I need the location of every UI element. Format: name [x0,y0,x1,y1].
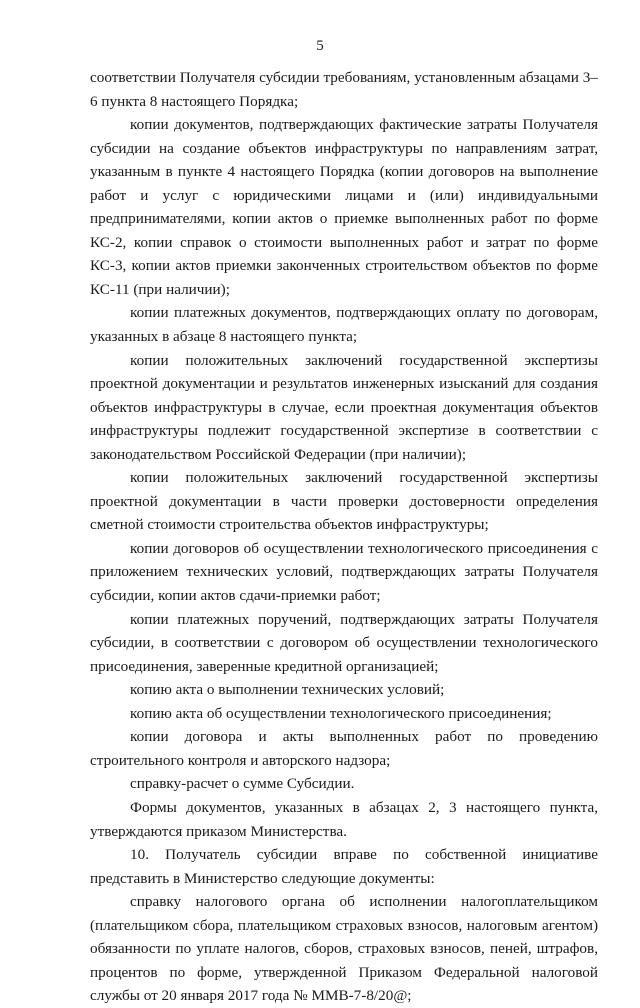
paragraph: 10. Получатель субсидии вправе по собственной инициативе представить в Министерство следующие документы: [90,846,598,887]
page-number: 5 [316,38,324,54]
paragraph: копию акта об осуществлении технологического присоединения; [130,704,552,722]
paragraph: копии договора и акты выполненных работ по проведению строительного контроля и авторского надзора; [90,728,598,769]
paragraph: соответствии Получателя субсидии требованиям, установленным абзацами 3–6 пункта 8 настоящего Порядка; [90,69,598,110]
paragraph: копии платежных поручений, подтверждающих затраты Получателя субсидии, в соответствии с договором об осуществлении технологического присоединения, заверенные кредитной организацией; [90,610,598,675]
paragraph: копии положительных заключений государственной экспертизы проектной документации и результатов инженерных изысканий для создания объектов инфраструктуры в случае, если проектная документация объектов инфраструктуры подлежит государственной экспертизе в соответствии с законодательством Российской Федерации (при наличии); [90,351,598,463]
paragraph: Формы документов, указанных в абзацах 2, 3 настоящего пункта, утверждаются приказом Министерства. [90,798,598,840]
paragraph: справку налогового органа об исполнении налогоплательщиком (плательщиком сбора, плательщиком страховых взносов, налоговым агентом) обязанности по уплате налогов, сборов, страховых взносов, пеней, штрафов, процентов по форме, утвержденной Приказом Федеральной налоговой службы от 20 января 2017 года № ММВ-7-8/20@; [90,893,598,1005]
document-body [90,66,598,1008]
paragraph: копии документов, подтверждающих фактические затраты Получателя субсидии на создание объектов инфраструктуры по направлениям затрат, указанным в пункте 4 настоящего Порядка (копии договоров на выполнение работ и услуг с юридическими лицами и (или) индивидуальными предпринимателями, копии актов о приемке выполненных работ по форме КС-2, копии справок о стоимости выполненных работ и затрат по форме КС-3, копии актов приемки законченных строительством объектов по форме КС-11 (при наличии); [90,116,598,298]
paragraph: копии договоров об осуществлении технологического присоединения с приложением технических условий, подтверждающих затраты Получателя субсидии, копии актов сдачи-приемки работ; [90,539,598,605]
paragraph: копии положительных заключений государственной экспертизы проектной документации в части проверки достоверности определения сметной стоимости строительства объектов инфраструктуры; [90,469,598,534]
paragraph: справку-расчет о сумме Субсидии. [130,775,355,793]
paragraph: копии платежных документов, подтверждающих оплату по договорам, указанных в абзаце 8 настоящего пункта; [90,304,598,346]
paragraph: копию акта о выполнении технических условий; [130,681,445,699]
